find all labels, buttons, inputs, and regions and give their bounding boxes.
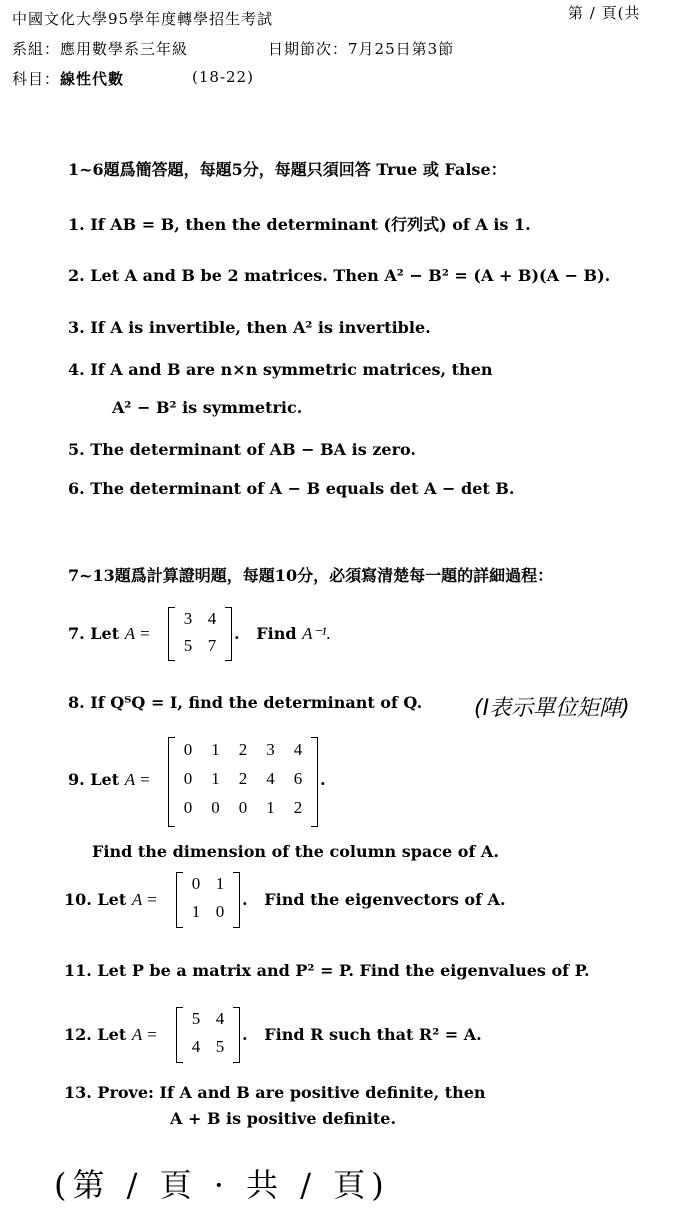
question-6: 6. The determinant of A − B equals det A − det B. xyxy=(68,479,515,498)
matrix-q10: 0 1 1 0 xyxy=(176,872,240,928)
handwritten-note-identity: (I表示單位矩陣) xyxy=(474,696,630,721)
question-4: 4. If A and B are n×n symmetric matrices, then xyxy=(68,360,493,379)
dept-line xyxy=(12,38,188,59)
section1-instructions: 1~6題爲簡答題，每題5分，每題只須回答 True 或 False： xyxy=(68,160,507,179)
dept-value: 應用數學系三年級 xyxy=(60,40,189,58)
section2-instructions: 7~13題爲計算證明題，每題10分，必須寫清楚每一題的詳細過程： xyxy=(68,566,554,585)
question-4-continued: A² − B² is symmetric. xyxy=(112,398,303,417)
question-8: 8. If QᵀQ = I, find the determinant of Q. xyxy=(68,693,423,712)
matrix-q7: 3 4 5 7 xyxy=(168,607,232,661)
question-3: 3. If A is invertible, then A² is invertible. xyxy=(68,318,431,337)
question-12-tail: . Find R such that R² = A. xyxy=(242,1025,482,1044)
question-13: 13. Prove: If A and B are positive definite, then xyxy=(64,1083,486,1102)
page-footer: (第 / 頁 · 共 / 頁) xyxy=(54,1166,390,1204)
question-10-lead: 10. Let A = xyxy=(64,890,158,909)
subject-line xyxy=(12,68,124,89)
question-7-tail: . Find A⁻¹. xyxy=(234,624,331,643)
question-10-tail: . Find the eigenvectors of A. xyxy=(242,890,506,909)
question-9-lead: 9. Let A = xyxy=(68,770,151,789)
question-9-period: . xyxy=(320,770,326,789)
question-12-lead: 12. Let A = xyxy=(64,1025,158,1044)
question-7-lead: 7. Let A = xyxy=(68,624,151,643)
subject-code: (18-22) xyxy=(192,68,254,86)
question-9-followup: Find the dimension of the column space of A. xyxy=(92,842,499,861)
dept-label: 系組： xyxy=(12,40,61,58)
date-value: 7月25日第3節 xyxy=(348,40,455,58)
question-5: 5. The determinant of AB − BA is zero. xyxy=(68,440,416,459)
date-label: 日期節次： xyxy=(268,40,349,58)
matrix-q9: 0 1 2 3 4 0 1 2 4 6 0 0 0 1 2 xyxy=(168,737,318,827)
question-11: 11. Let P be a matrix and P² = P. Find the eigenvalues of P. xyxy=(64,961,590,980)
exam-title: 中國文化大學95學年度轉學招生考試 xyxy=(12,10,274,28)
matrix-q12: 5 4 4 5 xyxy=(176,1007,240,1063)
question-13-continued: A + B is positive definite. xyxy=(170,1109,397,1128)
page-corner: 第 / 頁(共 xyxy=(568,4,641,22)
question-2: 2. Let A and B be 2 matrices. Then A² − B² = (A + B)(A − B). xyxy=(68,266,611,285)
date-line xyxy=(268,38,454,59)
question-1: 1. If AB = B, then the determinant (行列式) of A is 1. xyxy=(68,215,531,234)
subject-value: 線性代數 xyxy=(60,70,125,88)
subject-label: 科目： xyxy=(12,70,61,88)
